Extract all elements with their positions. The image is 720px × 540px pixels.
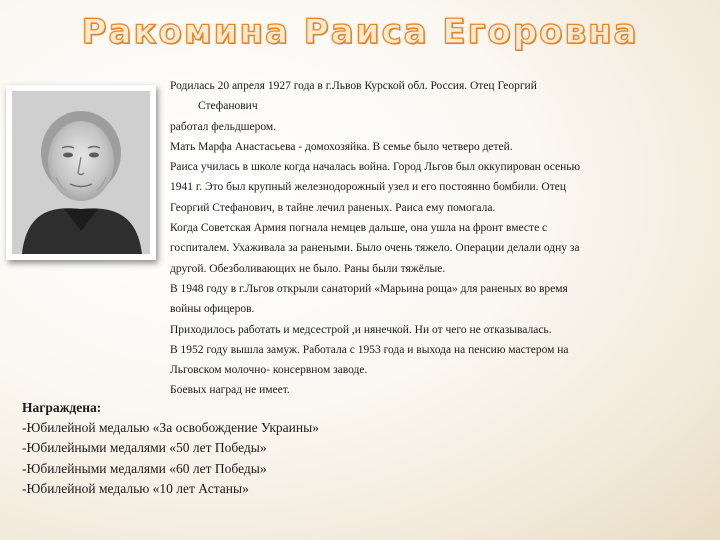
bio-line: Мать Марфа Анастасьева - домохозяйка. В семье было четверо детей.	[170, 140, 513, 153]
bio-line: Стефанович	[198, 100, 258, 113]
portrait-photo-icon	[12, 91, 150, 254]
bio-line: В 1948 году в г.Льгов открыли санаторий «Марьина роща» для раненых во время	[170, 282, 568, 295]
bio-line: Родилась 20 апреля 1927 года в г.Львов Курской обл. Россия. Отец Георгий	[170, 80, 537, 92]
award-item: -Юбилейными медалями «50 лет Победы»	[22, 440, 267, 456]
bio-line: В 1952 году вышла замуж. Работала с 1953 года и выхода на пенсию мастером на	[170, 343, 569, 356]
bio-line: войны офицеров.	[170, 303, 255, 316]
bio-line: Льговском молочно- консервном заводе.	[170, 364, 368, 377]
bio-line: другой. Обезболивающих не было. Раны были тяжёлые.	[170, 262, 446, 275]
bio-line: Раиса училась в школе когда началась война. Город Льгов был оккупирован осенью	[170, 161, 581, 174]
awards-heading: Награждена:	[22, 400, 102, 415]
bio-line: Приходилось работать и медсестрой ,и нянечкой. Ни от чего не отказывалась.	[170, 323, 552, 336]
bio-line: госпиталем. Ухаживала за ранеными. Было очень тяжело. Операции делали одну за	[170, 242, 580, 255]
award-item: -Юбилейными медалями «60 лет Победы»	[22, 460, 267, 476]
bio-line: Георгий Стефанович, в тайне лечил раненых. Раиса ему помогала.	[170, 201, 496, 214]
page-title: Ракомина Раиса Егоровна	[81, 12, 639, 52]
biography-text	[170, 76, 694, 401]
award-item: -Юбилейной медалью «За освобождение Украины»	[22, 420, 319, 436]
bio-line: Боевых наград не имеет.	[170, 384, 290, 397]
bio-line: Когда Советская Армия погнала немцев дальше, она ушла на фронт вместе с	[170, 222, 548, 235]
awards-section	[22, 398, 422, 499]
photo-frame	[6, 85, 156, 260]
bio-line: работал фельдшером.	[170, 120, 277, 133]
award-item: -Юбилейной медалью «10 лет Астаны»	[22, 480, 249, 496]
bio-line: 1941 г. Это был крупный железнодорожный узел и его постоянно бомбили. Отец	[170, 181, 567, 194]
